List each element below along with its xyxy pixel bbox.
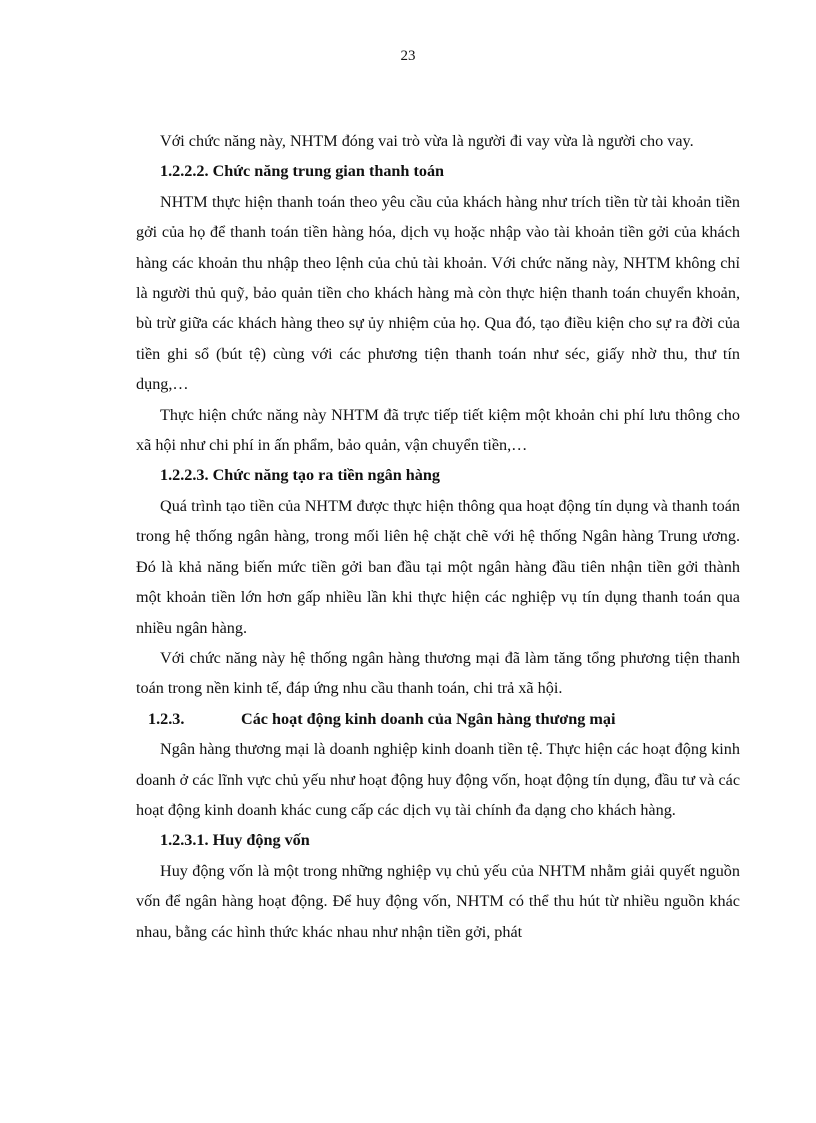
section-heading-business-activities	[136, 704, 740, 734]
paragraph-payment-function: NHTM thực hiện thanh toán theo yêu cầu của khách hàng như trích tiền từ tài khoản tiền gởi của họ để thanh toán tiền hàng hóa, dịch vụ hoặc nhập vào tài khoản tiền gởi của khách hàng các khoản thu nhập theo lệnh của chủ tài khoản. Với chức năng này, NHTM không chỉ là người thủ quỹ, bảo quản tiền cho khách hàng mà còn thực hiện thanh toán chuyển khoản, bù trừ giữa các khách hàng theo sự ủy nhiệm của họ. Qua đó, tạo điều kiện cho sự ra đời của tiền ghi sổ (bút tệ) cùng với các phương tiện thanh toán như séc, giấy nhờ thu, thư tín dụng,…	[136, 192, 740, 394]
paragraph-cost-savings: Thực hiện chức năng này NHTM đã trực tiếp tiết kiệm một khoản chi phí lưu thông cho xã hội như chi phí in ấn phẩm, bảo quản, vận chuyển tiền,…	[136, 405, 740, 455]
page-content	[136, 126, 740, 947]
paragraph-role-of-banks: Với chức năng này, NHTM đóng vai trò vừa là người đi vay vừa là người cho vay.	[160, 132, 694, 150]
paragraph-money-creation-process: Quá trình tạo tiền của NHTM được thực hiện thông qua hoạt động tín dụng và thanh toán trong hệ thống ngân hàng, trong mối liên hệ chặt chẽ với hệ thống Ngân hàng Trung ương. Đó là khả năng biến mức tiền gởi ban đầu tại một ngân hàng đầu tiên nhận tiền gởi thành một khoản tiền lớn hơn gấp nhiều lần khi thực hiện các nghiệp vụ tín dụng thanh toán qua nhiều ngân hàng.	[136, 496, 740, 637]
heading-capital-mobilization: 1.2.3.1. Huy động vốn	[160, 831, 310, 850]
paragraph-business-activities: Ngân hàng thương mại là doanh nghiệp kinh doanh tiền tệ. Thực hiện các hoạt động kinh doanh ở các lĩnh vực chủ yếu như hoạt động huy động vốn, hoạt động tín dụng, đầu tư và các hoạt động kinh doanh khác cung cấp các dịch vụ tài chính đa dạng cho khách hàng.	[136, 740, 741, 819]
page-number: 23	[400, 48, 416, 64]
paragraph-capital-mobilization: Huy động vốn là một trong những nghiệp vụ chủ yếu của NHTM nhằm giải quyết nguồn vốn để ngân hàng hoạt động. Để huy động vốn, NHTM có thể thu hút từ nhiều nguồn khác nhau, bằng các hình thức khác nhau như nhận tiền gởi, phát	[136, 861, 740, 941]
section-title: Các hoạt động kinh doanh của Ngân hàng thương mại	[241, 709, 616, 728]
heading-payment-intermediary: 1.2.2.2. Chức năng trung gian thanh toán	[160, 162, 445, 181]
heading-money-creation: 1.2.2.3. Chức năng tạo ra tiền ngân hàng	[160, 466, 440, 485]
paragraph-money-creation-effect: Với chức năng này hệ thống ngân hàng thương mại đã làm tăng tổng phương tiện thanh toán trong nền kinh tế, đáp ứng nhu cầu thanh toán, chi trả xã hội.	[136, 648, 740, 698]
section-number: 1.2.3.	[148, 709, 185, 728]
